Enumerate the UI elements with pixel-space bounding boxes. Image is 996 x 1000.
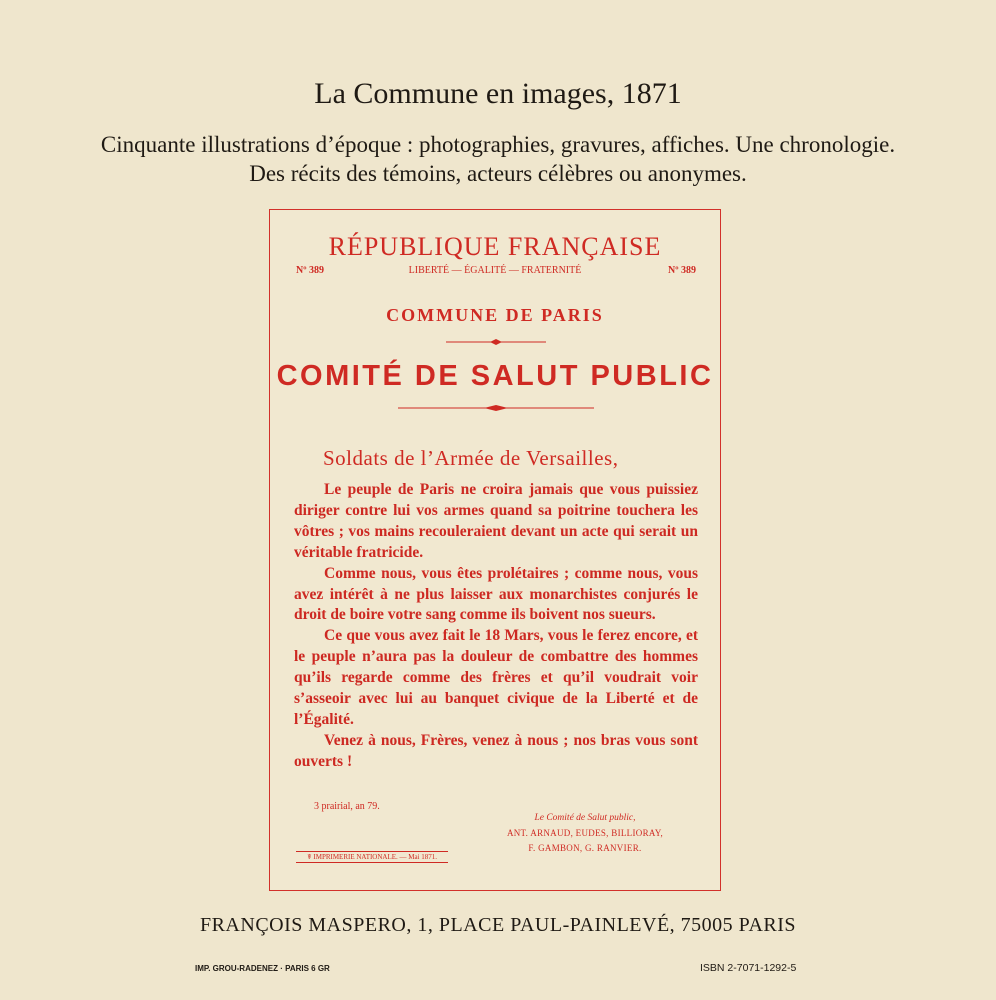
poster-motto: LIBERTÉ — ÉGALITÉ — FRATERNITÉ [408, 265, 582, 276]
printer-credit: IMP. GROU-RADENEZ · PARIS 6 GR [195, 964, 330, 973]
poster-salutation: Soldats de l’Armée de Versailles, [323, 446, 619, 470]
poster-header: RÉPUBLIQUE FRANÇAISE [328, 232, 662, 261]
poster-date: 3 prairial, an 79. [314, 801, 380, 812]
signature-title: Le Comité de Salut public, [534, 813, 636, 823]
signature-names-2: F. GAMBON, G. RANVIER. [528, 843, 642, 853]
poster-number-right: Nº 389 [667, 265, 696, 276]
poster-printer: ☤ IMPRIMERIE NATIONALE. — Mai 1871. [296, 851, 448, 863]
book-subtitle [0, 130, 996, 188]
ornament-rule-bottom [398, 404, 594, 412]
poster-number-left: Nº 389 [296, 265, 325, 276]
subtitle-line-1: Cinquante illustrations d’époque : photographies, gravures, affiches. Une chronologie. [100, 132, 896, 157]
poster-paragraph: Comme nous, vous êtes prolétaires ; comme nous, vous avez intérêt à ne plus laisser aux monarchistes conjurés le droit de boire votre sang comme ils boivent nos sueurs. [294, 564, 698, 624]
poster-paragraph: Le peuple de Paris ne croira jamais que vous puissiez diriger contre lui vos armes quand sa poitrine touchera les vôtres ; vos mains recouleraient devant un acte qui serait un véritable fratricide. [294, 481, 698, 561]
poster-comite-heading: COMITÉ DE SALUT PUBLIC [276, 360, 714, 392]
signature-names-1: ANT. ARNAUD, EUDES, BILLIORAY, [506, 828, 664, 838]
ornament-rule-top [446, 338, 546, 346]
isbn: ISBN 2-7071-1292-5 [700, 962, 797, 974]
commune-poster [269, 209, 721, 891]
subtitle-line-2: Des récits des témoins, acteurs célèbres ou anonymes. [249, 161, 747, 186]
poster-signature [480, 811, 690, 856]
poster-paragraph: Venez à nous, Frères, venez à nous ; nos bras vous sont ouverts ! [294, 731, 698, 770]
publisher-address: FRANÇOIS MASPERO, 1, PLACE PAUL-PAINLEVÉ, 75005 PARIS [199, 914, 797, 936]
poster-paragraph: Ce que vous avez fait le 18 Mars, vous le ferez encore, et le peuple n’aura pas la douleur de combattre des hommes qu’ils regarde comme des frères et qu’il voudrait voir s’asseoir avec lui au banquet civique de la Liberté et de l’Égalité. [294, 627, 698, 728]
poster-commune-heading: COMMUNE DE PARIS [386, 305, 604, 325]
book-title: La Commune en images, 1871 [314, 77, 682, 110]
poster-body [294, 480, 698, 773]
